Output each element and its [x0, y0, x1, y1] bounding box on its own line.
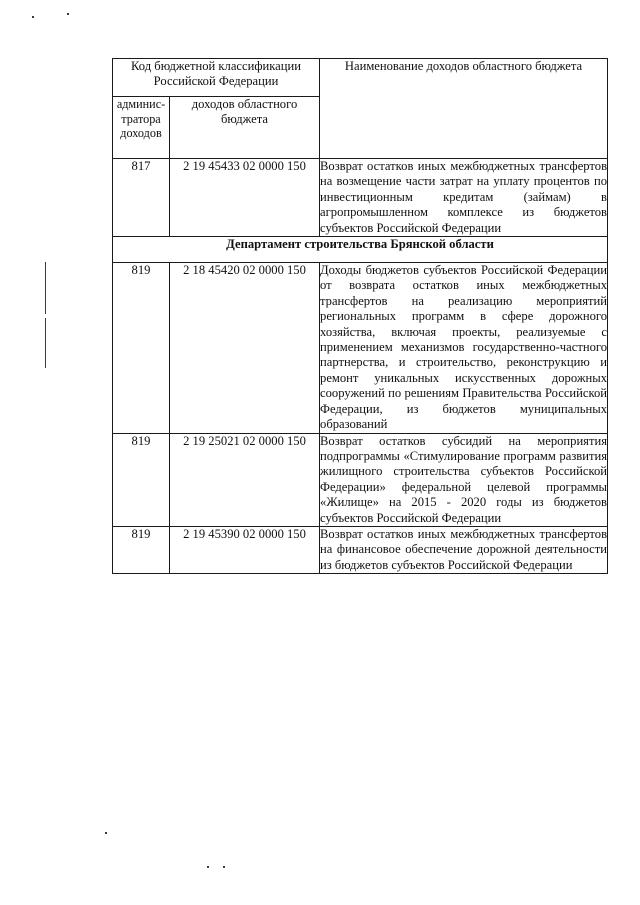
table-row [113, 159, 608, 237]
table-row [113, 526, 608, 573]
scan-speck [105, 832, 107, 834]
scan-speck [223, 866, 225, 868]
revenue-name-cell: Доходы бюджетов субъектов Российской Федерации от возврата остатков иных межбюджетных трансфертов на реализацию мероприятий региональных программ в сфере дорожного хозяйства, включая проекты, реализуемые с применением механизмов государственно-частного партнерства, и строительство, реконструкцию и ремонт уникальных искусственных дорожных сооружений по решениям Правительства Российской Федерации, из бюджетов муниципальных образований [320, 263, 608, 432]
scan-speck [67, 13, 69, 15]
budget-code-cell: 2 19 25021 02 0000 150 [170, 433, 320, 526]
scan-line-mark [45, 262, 46, 314]
budget-classification-table [112, 58, 608, 574]
header-administrator: админис-тратора доходов [113, 97, 170, 159]
admin-code-cell: 819 [113, 433, 170, 526]
budget-code-cell: 2 19 45433 02 0000 150 [170, 159, 320, 237]
budget-code-cell: 2 19 45390 02 0000 150 [170, 526, 320, 573]
admin-code-cell: 819 [113, 263, 170, 433]
admin-code-cell: 819 [113, 526, 170, 573]
scan-speck [32, 16, 34, 18]
scan-speck [207, 866, 209, 868]
header-revenue-name: Наименование доходов областного бюджета [320, 59, 608, 159]
revenue-name-cell: Возврат остатков субсидий на мероприятия подпрограммы «Стимулирование программ развития жилищного строительства субъектов Российской Федерации» федеральной целевой программы «Жилище» на 2015 - 2020 годы из бюджетов субъектов Российской Федерации [320, 433, 608, 525]
revenue-name-cell: Возврат остатков иных межбюджетных трансфертов на возмещение части затрат на уплату процентов по инвестиционным кредитам (займам) в агропромышленном комплексе из бюджетов субъектов Российской Федерации [320, 159, 608, 235]
revenue-name-cell: Возврат остатков иных межбюджетных трансфертов на финансовое обеспечение дорожной деятельности из бюджетов субъектов Российской Федерации [320, 526, 608, 572]
admin-code-cell: 817 [113, 159, 170, 237]
table-row [113, 433, 608, 526]
table-body-construction [113, 263, 608, 574]
department-heading: Департамент строительства Брянской области [113, 237, 608, 263]
header-revenue: доходов областного бюджета [170, 97, 320, 159]
department-section [113, 237, 608, 263]
budget-code-cell: 2 18 45420 02 0000 150 [170, 263, 320, 433]
table-row [113, 263, 608, 433]
scan-line-mark [45, 318, 46, 368]
table-body-agriculture [113, 159, 608, 237]
header-classification-code: Код бюджетной классификации Российской Федерации [113, 59, 320, 97]
table-header [113, 59, 608, 159]
